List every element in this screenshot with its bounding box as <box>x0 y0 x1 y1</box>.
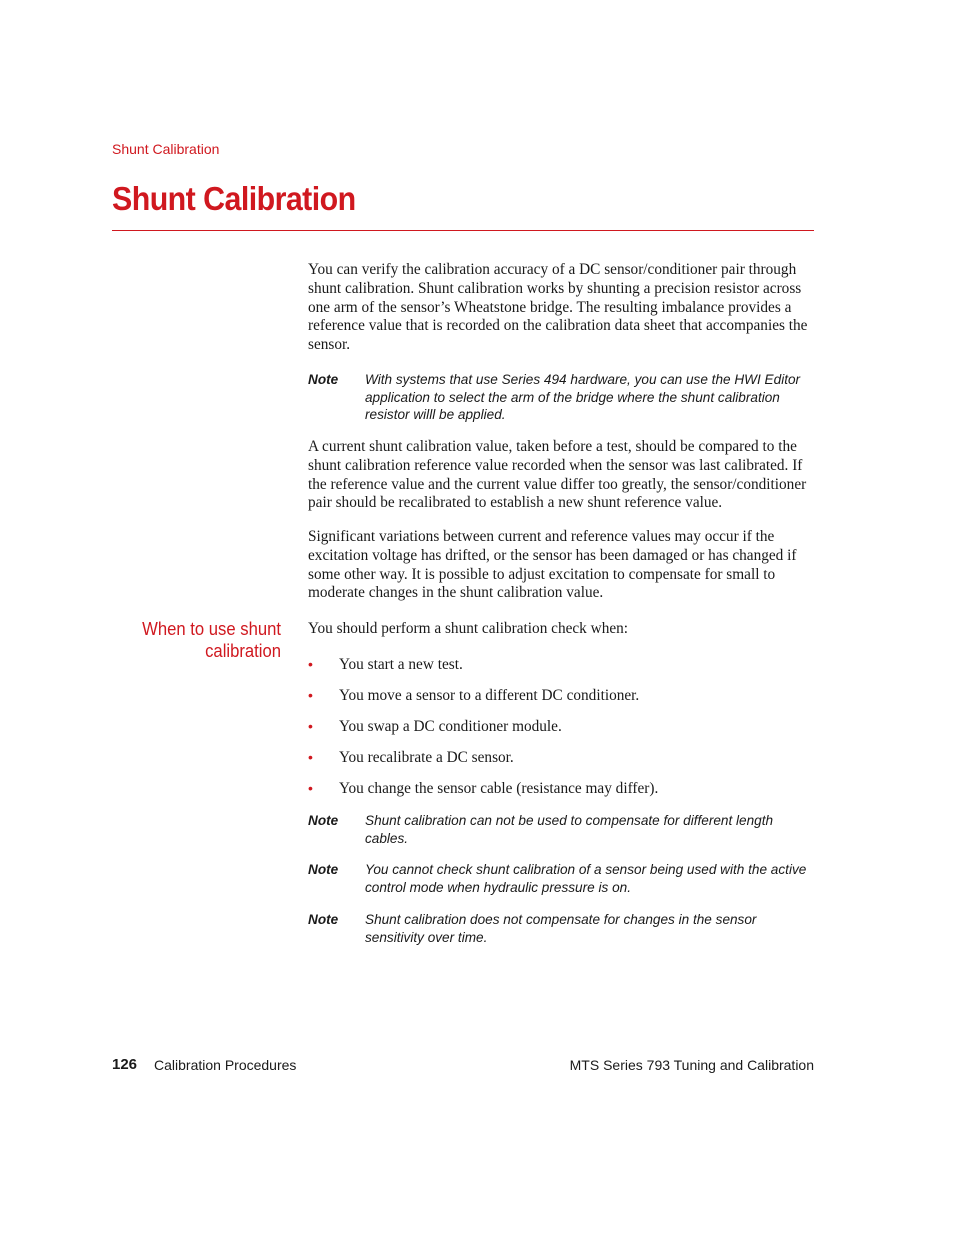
list-item-text: You move a sensor to a different DC conditioner. <box>339 687 640 704</box>
list-item <box>308 717 814 748</box>
note-label: Note <box>308 813 339 828</box>
list-item-text: You start a new test. <box>339 656 463 673</box>
note-label: Note <box>308 862 339 877</box>
bullet-icon: • <box>308 718 313 734</box>
footer-book-title: MTS Series 793 Tuning and Calibration <box>569 1057 814 1073</box>
list-item <box>308 686 814 717</box>
paragraph-2: A current shunt calibration value, taken before a test, should be compared to the shunt calibration reference value recorded when the sensor was last calibrated. If the reference value and the current value differ too greatly, the sensor/conditioner pair should be recalibrated to establish a new shunt reference value. <box>308 438 807 512</box>
page-title: Shunt Calibration <box>112 180 356 217</box>
list-item-text: You recalibrate a DC sensor. <box>339 749 514 766</box>
page-number: 126 <box>112 1056 138 1073</box>
paragraph-3: Significant variations between current and reference values may occur if the excitation voltage has drifted, or the sensor has been damaged or has changed if some other way. It is possible to adjust excitation to compensate for small to moderate changes in the shunt calibration value. <box>308 528 797 602</box>
running-head: Shunt Calibration <box>112 141 220 157</box>
section-heading: When to use shunt calibration <box>142 618 281 661</box>
note-text: Shunt calibration can not be used to compensate for different length cables. <box>365 813 774 846</box>
list-item <box>308 748 814 779</box>
list-item-text: You change the sensor cable (resistance may differ). <box>339 780 659 797</box>
bullet-list <box>308 655 814 810</box>
title-rule <box>112 230 814 231</box>
note-text: You cannot check shunt calibration of a sensor being used with the active control mode when hydraulic pressure is on. <box>365 862 807 895</box>
footer-section-name: Calibration Procedures <box>154 1057 297 1073</box>
bullet-icon: • <box>308 656 313 672</box>
note-text: Shunt calibration does not compensate for changes in the sensor sensitivity over time. <box>365 912 757 945</box>
intro-paragraph: You can verify the calibration accuracy of a DC sensor/conditioner pair through shunt calibration. Shunt calibration works by shunting a precision resistor across one arm of the sensor’s Wheatstone bridge. The resulting imbalance provides a reference value that is recorded on the calibration data sheet that accompanies the sensor. <box>308 261 808 354</box>
bullet-icon: • <box>308 780 313 796</box>
bullet-icon: • <box>308 687 313 703</box>
list-item-text: You swap a DC conditioner module. <box>339 718 562 735</box>
section-lead-in: You should perform a shunt calibration check when: <box>308 620 629 637</box>
note-label: Note <box>308 912 339 927</box>
note-label: Note <box>308 372 339 387</box>
list-item <box>308 655 814 686</box>
list-item <box>308 779 814 810</box>
bullet-icon: • <box>308 749 313 765</box>
note-text: With systems that use Series 494 hardware, you can use the HWI Editor application to select the arm of the bridge where the shunt calibration resistor willl be applied. <box>365 372 801 423</box>
